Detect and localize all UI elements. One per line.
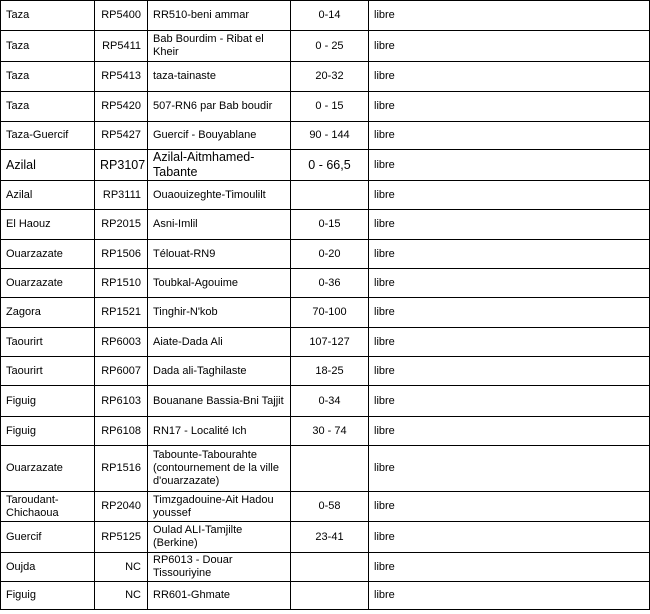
route-name-cell: Guercif - Bouyablane	[148, 122, 291, 150]
route-name-cell: Tabounte-Tabourahte (contournement de la ville d'ouarzazate)	[148, 446, 291, 492]
pk-range-cell: 0-34	[291, 386, 369, 417]
road-code-cell: RP5411	[95, 31, 148, 62]
table-row	[1, 386, 650, 417]
pk-range-cell: 18-25	[291, 357, 369, 386]
status-cell: libre	[369, 62, 650, 92]
status-cell: libre	[369, 357, 650, 386]
status-cell: libre	[369, 386, 650, 417]
route-name-cell: Oulad ALI-Tamjilte (Berkine)	[148, 522, 291, 553]
route-name-cell: Asni-Imlil	[148, 210, 291, 240]
table-row	[1, 269, 650, 298]
route-name-cell: Toubkal-Agouime	[148, 269, 291, 298]
status-cell: libre	[369, 210, 650, 240]
road-code-cell: RP5400	[95, 1, 148, 31]
region-cell: Taza	[1, 62, 95, 92]
route-name-cell: Timzgadouine-Ait Hadou youssef	[148, 492, 291, 522]
status-cell: libre	[369, 150, 650, 181]
pk-range-cell: 90 - 144	[291, 122, 369, 150]
table-row	[1, 417, 650, 446]
road-code-cell: RP6003	[95, 328, 148, 357]
route-name-cell: Ouaouizeghte-Timoulilt	[148, 181, 291, 210]
region-cell: Azilal	[1, 181, 95, 210]
pk-range-cell	[291, 181, 369, 210]
table-row	[1, 31, 650, 62]
route-name-cell: Télouat-RN9	[148, 240, 291, 269]
route-name-cell: Azilal-Aitmhamed-Tabante	[148, 150, 291, 181]
road-code-cell: RP5427	[95, 122, 148, 150]
region-cell: Taroudant-Chichaoua	[1, 492, 95, 522]
status-cell: libre	[369, 181, 650, 210]
status-cell: libre	[369, 1, 650, 31]
pk-range-cell: 0 - 66,5	[291, 150, 369, 181]
table-row	[1, 446, 650, 492]
pk-range-cell: 0-20	[291, 240, 369, 269]
pk-range-cell: 0 - 25	[291, 31, 369, 62]
road-code-cell: RP6007	[95, 357, 148, 386]
status-cell: libre	[369, 522, 650, 553]
route-name-cell: RR510-beni ammar	[148, 1, 291, 31]
status-cell: libre	[369, 328, 650, 357]
table-row	[1, 122, 650, 150]
region-cell: Figuig	[1, 417, 95, 446]
roads-table-body	[1, 1, 650, 610]
region-cell: Ouarzazate	[1, 446, 95, 492]
status-cell: libre	[369, 269, 650, 298]
pk-range-cell: 20-32	[291, 62, 369, 92]
pk-range-cell: 23-41	[291, 522, 369, 553]
status-cell: libre	[369, 417, 650, 446]
region-cell: Figuig	[1, 386, 95, 417]
region-cell: Azilal	[1, 150, 95, 181]
table-row	[1, 492, 650, 522]
table-row	[1, 181, 650, 210]
road-code-cell: RP6103	[95, 386, 148, 417]
pk-range-cell: 0-14	[291, 1, 369, 31]
route-name-cell: Dada ali-Taghilaste	[148, 357, 291, 386]
region-cell: Taourirt	[1, 357, 95, 386]
status-cell: libre	[369, 582, 650, 610]
pk-range-cell	[291, 446, 369, 492]
route-name-cell: RP6013 - Douar Tissouriyine	[148, 553, 291, 582]
road-code-cell: RP3111	[95, 181, 148, 210]
pk-range-cell	[291, 582, 369, 610]
route-name-cell: RR601-Ghmate	[148, 582, 291, 610]
table-row	[1, 298, 650, 328]
table-row	[1, 553, 650, 582]
region-cell: Oujda	[1, 553, 95, 582]
pk-range-cell: 0-15	[291, 210, 369, 240]
table-row	[1, 1, 650, 31]
route-name-cell: Tinghir-N'kob	[148, 298, 291, 328]
table-row	[1, 328, 650, 357]
route-name-cell: Bab Bourdim - Ribat el Kheir	[148, 31, 291, 62]
pk-range-cell: 0-58	[291, 492, 369, 522]
region-cell: Taza-Guercif	[1, 122, 95, 150]
region-cell: Zagora	[1, 298, 95, 328]
road-code-cell: RP1506	[95, 240, 148, 269]
status-cell: libre	[369, 122, 650, 150]
region-cell: Ouarzazate	[1, 269, 95, 298]
status-cell: libre	[369, 92, 650, 122]
road-code-cell: NC	[95, 582, 148, 610]
table-row	[1, 150, 650, 181]
route-name-cell: taza-tainaste	[148, 62, 291, 92]
table-row	[1, 582, 650, 610]
road-code-cell: RP5125	[95, 522, 148, 553]
region-cell: Taza	[1, 1, 95, 31]
road-code-cell: RP1521	[95, 298, 148, 328]
region-cell: Taza	[1, 31, 95, 62]
table-row	[1, 357, 650, 386]
road-code-cell: RP1516	[95, 446, 148, 492]
road-code-cell: RP5420	[95, 92, 148, 122]
road-code-cell: RP6108	[95, 417, 148, 446]
pk-range-cell: 0-36	[291, 269, 369, 298]
table-row	[1, 522, 650, 553]
status-cell: libre	[369, 492, 650, 522]
pk-range-cell: 30 - 74	[291, 417, 369, 446]
route-name-cell: Aiate-Dada Ali	[148, 328, 291, 357]
status-cell: libre	[369, 31, 650, 62]
status-cell: libre	[369, 446, 650, 492]
status-cell: libre	[369, 240, 650, 269]
pk-range-cell: 107-127	[291, 328, 369, 357]
region-cell: Taza	[1, 92, 95, 122]
region-cell: Figuig	[1, 582, 95, 610]
status-cell: libre	[369, 298, 650, 328]
table-row	[1, 210, 650, 240]
road-code-cell: NC	[95, 553, 148, 582]
region-cell: Taourirt	[1, 328, 95, 357]
table-row	[1, 62, 650, 92]
region-cell: Ouarzazate	[1, 240, 95, 269]
region-cell: El Haouz	[1, 210, 95, 240]
road-code-cell: RP1510	[95, 269, 148, 298]
pk-range-cell: 0 - 15	[291, 92, 369, 122]
route-name-cell: Bouanane Bassia-Bni Tajjit	[148, 386, 291, 417]
region-cell: Guercif	[1, 522, 95, 553]
road-code-cell: RP5413	[95, 62, 148, 92]
table-row	[1, 92, 650, 122]
road-code-cell: RP3107	[95, 150, 148, 181]
road-code-cell: RP2040	[95, 492, 148, 522]
table-row	[1, 240, 650, 269]
pk-range-cell	[291, 553, 369, 582]
route-name-cell: 507-RN6 par Bab boudir	[148, 92, 291, 122]
status-cell: libre	[369, 553, 650, 582]
road-code-cell: RP2015	[95, 210, 148, 240]
pk-range-cell: 70-100	[291, 298, 369, 328]
route-name-cell: RN17 - Localité Ich	[148, 417, 291, 446]
